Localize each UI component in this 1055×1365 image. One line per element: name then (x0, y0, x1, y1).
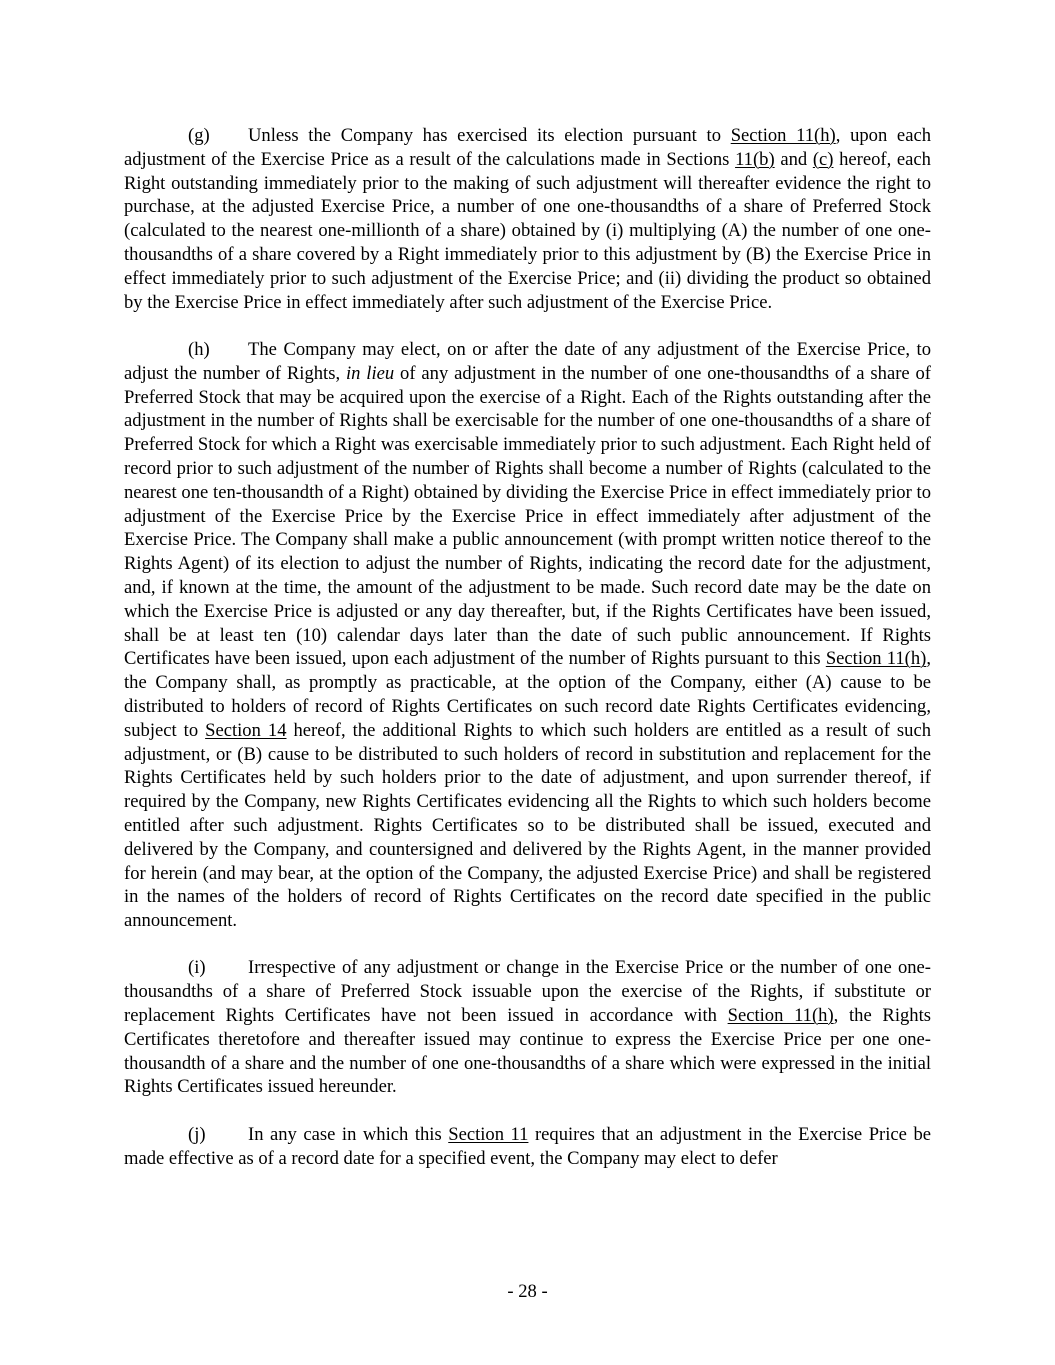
paragraph-h (124, 338, 931, 933)
document-body (124, 124, 931, 1194)
paragraph-g (124, 124, 931, 314)
page-number: - 28 - (507, 1281, 548, 1302)
section-reference: 11(b) (735, 148, 775, 170)
paragraph-label: (j) (188, 1123, 206, 1145)
paragraph-text: , the Rights Certificates theretofore and thereafter issued may continue to express the Exercise Price per one one-thousandth of a share and the number of one one-thousandths of a share which were expressed in the initial Rights Certificates issued hereunder. (124, 1005, 931, 1098)
paragraph-text: Irrespective of any adjustment or change in the Exercise Price or the number of one one-thousandths of a share of Preferred Stock issuable upon the exercise of the Rights, if substitute or replacement Rights Certificates have not been issued in accordance with (124, 957, 931, 1027)
paragraph-text: requires that an adjustment in the Exercise Price be made effective as of a record date for a specified event, the Company may elect to defer (124, 1123, 931, 1169)
section-reference: Section 11(h) (825, 648, 927, 670)
paragraph-text: The Company may elect, on or after the date of any adjustment of the Exercise Price, to adjust the number of Rights, (124, 338, 931, 384)
section-reference: Section 11(h) (730, 125, 836, 146)
paragraph-text: , upon each adjustment of the Exercise Price as a result of the calculations made in Sections (124, 125, 931, 170)
section-reference: Section 11 (448, 1123, 529, 1145)
paragraph-text: of any adjustment in the number of one one-thousandths of a share of Preferred Stock that may be acquired upon the exercise of a Right. Each of the Rights outstanding after the adjustment in the number of Rights shall be exercisable for the number of one one-thousandths of a share of Preferred Stock for which a Right was exercisable immediately prior to such adjustment. Each Right held of record prior to such adjustment of the number of Rights shall become a number of Rights (calculated to the nearest one ten-thousandth of a Right) obtained by dividing the Exercise Price in effect immediately prior to adjustment of the Exercise Price by the Exercise Price in effect immediately after adjustment of the Exercise Price. The Company shall make a public announcement (with prompt written notice thereof to the Rights Agent) of its election to adjust the number of Rights, indicating the record date for the adjustment, and, if known at the time, the amount of the adjustment to be made. Such record date may be the date on which the Exercise Price is adjusted or any day thereafter, but, if the Rights Certificates have been issued, shall be at least ten (10) calendar days later than the date of such public announcement. If Rights Certificates have been issued, upon each adjustment of the number of Rights pursuant to this (124, 362, 931, 670)
paragraph-i (124, 956, 931, 1099)
paragraph-text: hereof, each Right outstanding immediately prior to the making of such adjustment will thereafter evidence the right to purchase, at the adjusted Exercise Price, a number of one one-thousandths of a share of Preferred Stock (calculated to the nearest one-millionth of a share) obtained by (i) multiplying (A) the number of one one-thousandths of a share covered by a Right immediately prior to this adjustment by (B) the Exercise Price in effect immediately prior to such adjustment of the Exercise Price; and (ii) dividing the product so obtained by the Exercise Price in effect immediately after such adjustment of the Exercise Price. (124, 148, 931, 313)
paragraph-label: (i) (188, 957, 206, 979)
paragraph-text: Unless the Company has exercised its election pursuant to (248, 125, 731, 146)
paragraph-label: (h) (188, 338, 210, 360)
paragraph-text: hereof, the additional Rights to which such holders are entitled as a result of such adjustment, or (B) cause to be distributed to such holders of record in substitution and replacement for the Rights Certificates held by such holders prior to the date of adjustment, and upon surrender thereof, if required by the Company, new Rights Certificates evidencing all the Rights to which such holders become entitled after such adjustment. Rights Certificates so to be distributed shall be issued, executed and delivered by the Company, and countersigned and delivered by the Rights Agent, in the manner provided for herein (and may bear, at the option of the Company, the adjusted Exercise Price) and shall be registered in the names of the holders of record of Rights Certificates on the record date specified in the public announcement. (124, 719, 931, 932)
paragraph-text: and (774, 148, 813, 170)
section-reference: Section 11(h) (727, 1005, 834, 1027)
section-reference: (c) (812, 148, 834, 170)
paragraph-label: (g) (188, 125, 210, 146)
paragraph-text: , the Company shall, as promptly as practicable, at the option of the Company, either (A) cause to be distributed to holders of record of Rights Certificates on such record date Rights Certificates evidencing, subject to (124, 648, 931, 741)
paragraph-text: In any case in which this (248, 1123, 449, 1145)
italic-text: in lieu (345, 362, 395, 384)
paragraph-j (124, 1123, 931, 1171)
section-reference: Section 14 (205, 719, 287, 741)
